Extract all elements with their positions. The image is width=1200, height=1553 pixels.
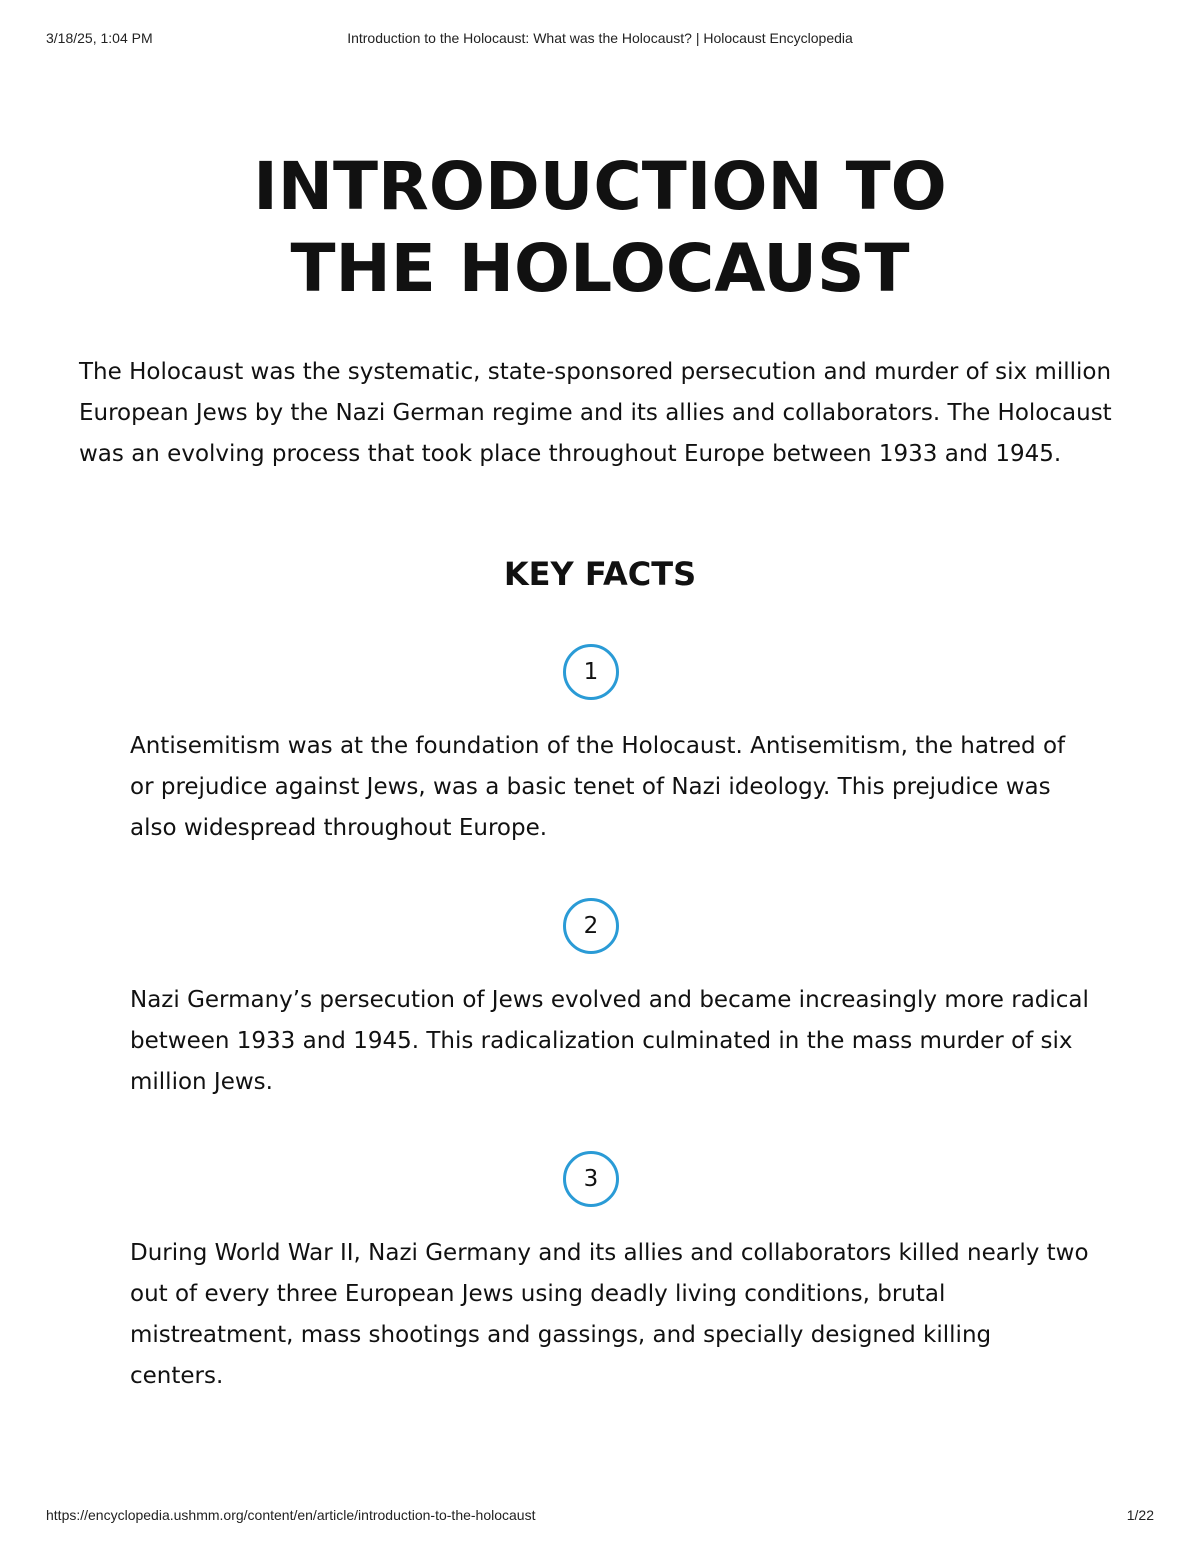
print-page-title: Introduction to the Holocaust: What was the Holocaust? | Holocaust Encyclopedia <box>347 30 853 46</box>
fact-text-3: During World War II, Nazi Germany and its allies and collaborators killed nearly two out of every three European Jews using deadly living conditions, brutal mistreatment, mass shootings and gassings, and specially designed killing centers. <box>130 1240 1089 1389</box>
article-title <box>0 146 1200 310</box>
fact-text-1: Antisemitism was at the foundation of the Holocaust. Antisemitism, the hatred of or prejudice against Jews, was a basic tenet of Nazi ideology. This prejudice was also widespread throughout Europe. <box>130 733 1066 841</box>
print-page-number: 1/22 <box>1126 1507 1154 1523</box>
print-datetime: 3/18/25, 1:04 PM <box>46 30 153 46</box>
article-title-line-2: THE HOLOCAUST <box>290 230 910 307</box>
key-facts-heading: KEY FACTS <box>503 555 697 593</box>
fact-text-2: Nazi Germany’s persecution of Jews evolved and became increasingly more radical between 1933 and 1945. This radicalization culminated in the mass murder of six million Jews. <box>130 987 1089 1095</box>
print-url: https://encyclopedia.ushmm.org/content/en/article/introduction-to-the-holocaust <box>46 1507 536 1523</box>
article-intro: The Holocaust was the systematic, state-sponsored persecution and murder of six million European Jews by the Nazi German regime and its allies and collaborators. The Holocaust was an evolving process that took place throughout Europe between 1933 and 1945. <box>79 359 1112 467</box>
article-title-line-1: INTRODUCTION TO <box>253 148 947 225</box>
print-footer <box>46 1507 1154 1527</box>
print-header <box>46 30 1154 50</box>
fact-number-badge-1: 1 <box>563 644 619 700</box>
fact-number-badge-3: 3 <box>563 1151 619 1207</box>
fact-number-badge-2: 2 <box>563 898 619 954</box>
